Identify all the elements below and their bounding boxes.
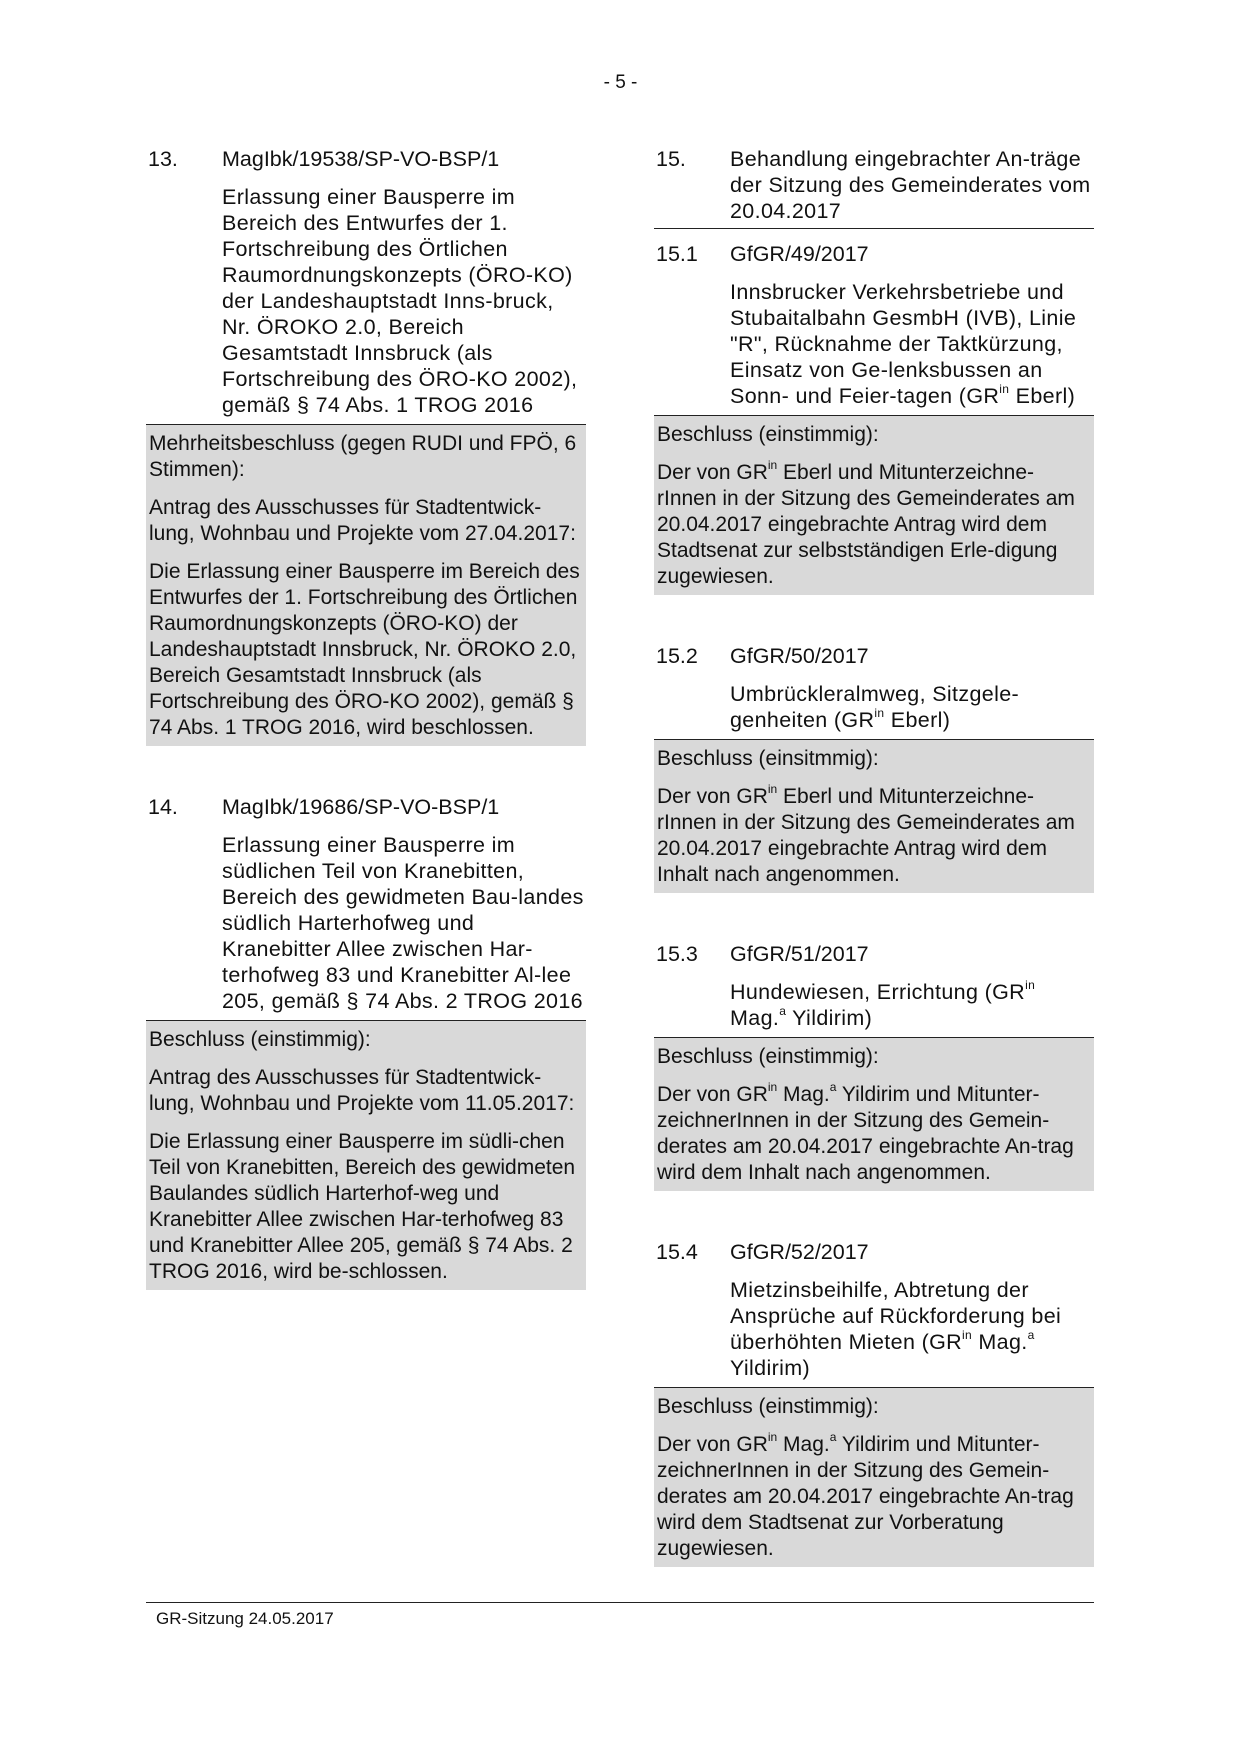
agenda-item-13 <box>146 146 586 746</box>
section-number: 15. <box>656 147 686 171</box>
section-15-header <box>654 146 1094 229</box>
resolution-box <box>654 1037 1094 1191</box>
agenda-item-header <box>654 1239 1094 1387</box>
section-title: Behandlung eingebrachter An-träge der Sitzung des Gemeinderates vom 20.04.2017 <box>730 147 1091 223</box>
agenda-item-15-1 <box>654 241 1094 595</box>
decision-text: Der von $GR^{in}$ Mag.$^a$ Yildirim und Mitunter-zeichnerInnen in der Sitzung des Gemein-derates am 20.04.2017 eingebrachte An-trag wird dem Inhalt nach angenommen. <box>657 1080 1074 1184</box>
file-reference: GfGR/50/2017 <box>730 644 869 668</box>
item-title: Erlassung einer Bausperre im Bereich des Entwurfes der 1. Fortschreibung des Örtlichen Raumordnungskonzepts (ÖRO-KO) der Landeshauptstadt Inns-bruck, Nr. ÖROKO 2.0, Bereich Gesamtstadt Innsbruck (als Fortschreibung des ÖRO-KO 2002), gemäß § 74 Abs. 1 TROG 2016 <box>222 185 578 417</box>
resolution-type: Mehrheitsbeschluss (gegen RUDI und FPÖ, 6 Stimmen): <box>149 432 577 481</box>
file-reference: MagIbk/19686/SP-VO-BSP/1 <box>222 795 500 819</box>
decision-text: Der von $GR^{in}$ Eberl und Mitunterzeichne-rInnen in der Sitzung des Gemeinderates am 20.04.2017 eingebrachte Antrag wird dem Stadtsenat zur selbstständigen Erle-digung zugewiesen. <box>657 458 1075 588</box>
footer-text: GR-Sitzung 24.05.2017 <box>156 1609 334 1628</box>
item-number: 13. <box>148 147 178 171</box>
item-title: Erlassung einer Bausperre im südlichen Teil von Kranebitten, Bereich des gewidmeten Bau-landes südlich Harterhofweg und Kranebitter Allee zwischen Har-terhofweg 83 und Kranebitter Al-lee 205, gemäß § 74 Abs. 2 TROG 2016 <box>222 833 584 1013</box>
agenda-item-header <box>146 794 586 1020</box>
item-number: 15.1 <box>656 242 698 266</box>
resolution-type: Beschluss (einstimmig): <box>149 1028 371 1051</box>
motion-text: Antrag des Ausschusses für Stadtentwick-lung, Wohnbau und Projekte vom 11.05.2017: <box>149 1066 575 1115</box>
agenda-item-header <box>654 643 1094 739</box>
resolution-type: Beschluss (einstimmig): <box>657 1395 879 1418</box>
item-number: 14. <box>148 795 178 819</box>
resolution-type: Beschluss (einsitmmig): <box>657 747 879 770</box>
agenda-item-14 <box>146 794 586 1290</box>
decision-text: Der von $GR^{in}$ Mag.$^a$ Yildirim und Mitunter-zeichnerInnen in der Sitzung des Gemein-derates am 20.04.2017 eingebrachte An-trag wird dem Stadtsenat zur Vorberatung zugewiesen. <box>657 1430 1074 1560</box>
item-title: Innsbrucker Verkehrsbetriebe und Stubaitalbahn GesmbH (IVB), Linie "R", Rücknahme der Taktkürzung, Einsatz von Ge-lenksbussen an Sonn- und Feier-tagen ($GR^{in}$ Eberl) <box>730 280 1077 408</box>
agenda-item-header <box>654 241 1094 415</box>
decision-text: Die Erlassung einer Bausperre im Bereich des Entwurfes der 1. Fortschreibung des Örtlichen Raumordnungskonzepts (ÖRO-KO) der Landeshauptstadt Innsbruck, Nr. ÖROKO 2.0, Bereich Gesamtstadt Innsbruck (als Fortschreibung des ÖRO-KO 2002), gemäß § 74 Abs. 1 TROG 2016, wird beschlossen. <box>149 560 580 739</box>
page-number: - 5 - <box>603 72 638 93</box>
decision-text: Der von $GR^{in}$ Eberl und Mitunterzeichne-rInnen in der Sitzung des Gemeinderates am 20.04.2017 eingebrachte Antrag wird dem Inhalt nach angenommen. <box>657 782 1075 886</box>
resolution-box <box>146 424 586 746</box>
resolution-box <box>146 1020 586 1290</box>
item-number: 15.3 <box>656 942 698 966</box>
agenda-item-15-3 <box>654 941 1094 1191</box>
decision-text: Die Erlassung einer Bausperre im südli-chen Teil von Kranebitten, Bereich des gewidmeten Baulandes südlich Harterhof-weg und Kranebitter Allee zwischen Har-terhofweg 83 und Kranebitter Allee 205, gemäß § 74 Abs. 2 TROG 2016, wird be-schlossen. <box>149 1130 576 1283</box>
file-reference: GfGR/52/2017 <box>730 1240 869 1264</box>
item-title: Umbrückleralmweg, Sitzgele-genheiten ($GR^{in}$ Eberl) <box>730 682 1020 732</box>
resolution-box <box>654 415 1094 595</box>
motion-text: Antrag des Ausschusses für Stadtentwick-lung, Wohnbau und Projekte vom 27.04.2017: <box>149 496 576 545</box>
footer-divider <box>146 1602 1094 1603</box>
agenda-item-header <box>654 941 1094 1037</box>
resolution-box <box>654 1387 1094 1567</box>
left-column <box>146 146 586 1338</box>
right-column <box>654 146 1094 1615</box>
item-number: 15.4 <box>656 1240 698 1264</box>
agenda-item-15-4 <box>654 1239 1094 1567</box>
resolution-type: Beschluss (einstimmig): <box>657 1045 879 1068</box>
item-number: 15.2 <box>656 644 698 668</box>
file-reference: GfGR/51/2017 <box>730 942 869 966</box>
agenda-item-header <box>146 146 586 424</box>
resolution-box <box>654 739 1094 893</box>
file-reference: MagIbk/19538/SP-VO-BSP/1 <box>222 147 500 171</box>
resolution-type: Beschluss (einstimmig): <box>657 423 879 446</box>
item-title: Hundewiesen, Errichtung ($GR^{in}$ Mag.$^a$ Yildirim) <box>730 977 1036 1030</box>
file-reference: GfGR/49/2017 <box>730 242 869 266</box>
item-title: Mietzinsbeihilfe, Abtretung der Ansprüche auf Rückforderung bei überhöhten Mieten ($GR^{in}$ Mag.$^a$ Yildirim) <box>730 1278 1062 1380</box>
agenda-item-15-2 <box>654 643 1094 893</box>
